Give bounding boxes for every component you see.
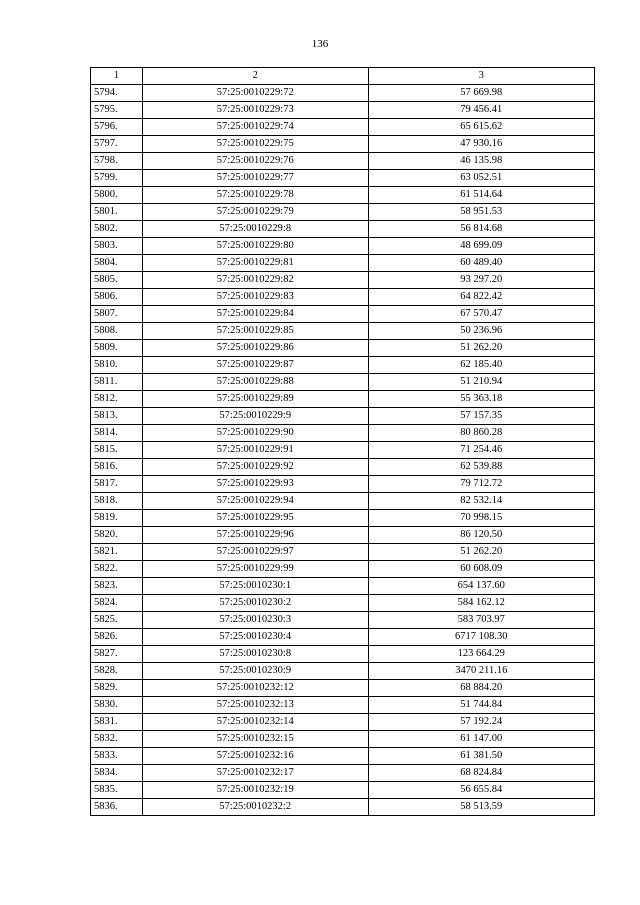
table-row — [91, 544, 595, 561]
column-header-2: 2 — [142, 68, 368, 85]
table-row — [91, 646, 595, 663]
cadastral-value-cell: 3470 211.16 — [368, 663, 594, 680]
row-number-cell: 5818. — [91, 493, 143, 510]
table-row — [91, 476, 595, 493]
cadastral-number-cell: 57:25:0010229:77 — [142, 170, 368, 187]
row-number-cell: 5812. — [91, 391, 143, 408]
table-row — [91, 527, 595, 544]
table-row — [91, 782, 595, 799]
table-row — [91, 612, 595, 629]
row-number-cell: 5808. — [91, 323, 143, 340]
cadastral-number-cell: 57:25:0010230:8 — [142, 646, 368, 663]
cadastral-value-cell: 51 262.20 — [368, 340, 594, 357]
cadastral-value-cell: 63 052.51 — [368, 170, 594, 187]
cadastral-number-cell: 57:25:0010229:73 — [142, 102, 368, 119]
column-header-1: 1 — [91, 68, 143, 85]
table-body — [91, 85, 595, 816]
cadastral-value-cell: 79 456.41 — [368, 102, 594, 119]
table-row — [91, 697, 595, 714]
cadastral-value-cell: 82 532.14 — [368, 493, 594, 510]
row-number-cell: 5835. — [91, 782, 143, 799]
cadastral-value-cell: 57 192.24 — [368, 714, 594, 731]
row-number-cell: 5795. — [91, 102, 143, 119]
table-row — [91, 204, 595, 221]
table-row — [91, 578, 595, 595]
cadastral-number-cell: 57:25:0010229:82 — [142, 272, 368, 289]
cadastral-value-cell: 71 254.46 — [368, 442, 594, 459]
cadastral-number-cell: 57:25:0010229:96 — [142, 527, 368, 544]
cadastral-value-cell: 70 998.15 — [368, 510, 594, 527]
table-row — [91, 102, 595, 119]
cadastral-value-cell: 64 822.42 — [368, 289, 594, 306]
table-row — [91, 442, 595, 459]
cadastral-number-cell: 57:25:0010232:13 — [142, 697, 368, 714]
cadastral-value-cell: 60 489.40 — [368, 255, 594, 272]
cadastral-number-cell: 57:25:0010229:91 — [142, 442, 368, 459]
row-number-cell: 5820. — [91, 527, 143, 544]
row-number-cell: 5823. — [91, 578, 143, 595]
table-row — [91, 136, 595, 153]
row-number-cell: 5828. — [91, 663, 143, 680]
row-number-cell: 5796. — [91, 119, 143, 136]
row-number-cell: 5814. — [91, 425, 143, 442]
table-row — [91, 187, 595, 204]
cadastral-value-cell: 56 814.68 — [368, 221, 594, 238]
row-number-cell: 5809. — [91, 340, 143, 357]
table-row — [91, 289, 595, 306]
table-row — [91, 374, 595, 391]
cadastral-number-cell: 57:25:0010229:75 — [142, 136, 368, 153]
cadastral-number-cell: 57:25:0010229:72 — [142, 85, 368, 102]
cadastral-number-cell: 57:25:0010229:87 — [142, 357, 368, 374]
cadastral-number-cell: 57:25:0010229:95 — [142, 510, 368, 527]
cadastral-value-cell: 46 135.98 — [368, 153, 594, 170]
row-number-cell: 5831. — [91, 714, 143, 731]
table-row — [91, 765, 595, 782]
table-row — [91, 748, 595, 765]
cadastral-value-cell: 61 514.64 — [368, 187, 594, 204]
cadastral-number-cell: 57:25:0010229:86 — [142, 340, 368, 357]
row-number-cell: 5832. — [91, 731, 143, 748]
row-number-cell: 5834. — [91, 765, 143, 782]
cadastral-value-cell: 62 185.40 — [368, 357, 594, 374]
row-number-cell: 5836. — [91, 799, 143, 816]
row-number-cell: 5833. — [91, 748, 143, 765]
table-row — [91, 561, 595, 578]
table-row — [91, 306, 595, 323]
row-number-cell: 5813. — [91, 408, 143, 425]
table-row — [91, 680, 595, 697]
table-row — [91, 119, 595, 136]
cadastral-number-cell: 57:25:0010229:90 — [142, 425, 368, 442]
cadastral-value-cell: 57 157.35 — [368, 408, 594, 425]
cadastral-value-cell: 55 363.18 — [368, 391, 594, 408]
row-number-cell: 5811. — [91, 374, 143, 391]
cadastral-value-cell: 67 570.47 — [368, 306, 594, 323]
row-number-cell: 5807. — [91, 306, 143, 323]
table-row — [91, 459, 595, 476]
table-row — [91, 272, 595, 289]
cadastral-value-cell: 654 137.60 — [368, 578, 594, 595]
cadastral-number-cell: 57:25:0010230:3 — [142, 612, 368, 629]
row-number-cell: 5794. — [91, 85, 143, 102]
table-row — [91, 731, 595, 748]
cadastral-value-cell: 56 655.84 — [368, 782, 594, 799]
table-row — [91, 663, 595, 680]
row-number-cell: 5810. — [91, 357, 143, 374]
table-row — [91, 391, 595, 408]
cadastral-value-cell: 51 744.84 — [368, 697, 594, 714]
row-number-cell: 5825. — [91, 612, 143, 629]
row-number-cell: 5829. — [91, 680, 143, 697]
row-number-cell: 5800. — [91, 187, 143, 204]
cadastral-value-cell: 65 615.62 — [368, 119, 594, 136]
cadastral-number-cell: 57:25:0010229:94 — [142, 493, 368, 510]
cadastral-number-cell: 57:25:0010229:80 — [142, 238, 368, 255]
table-row — [91, 595, 595, 612]
row-number-cell: 5801. — [91, 204, 143, 221]
cadastral-value-cell: 68 884.20 — [368, 680, 594, 697]
cadastral-number-cell: 57:25:0010229:85 — [142, 323, 368, 340]
cadastral-value-cell: 58 513.59 — [368, 799, 594, 816]
cadastral-number-cell: 57:25:0010229:8 — [142, 221, 368, 238]
cadastral-number-cell: 57:25:0010229:83 — [142, 289, 368, 306]
cadastral-number-cell: 57:25:0010229:74 — [142, 119, 368, 136]
cadastral-number-cell: 57:25:0010232:16 — [142, 748, 368, 765]
row-number-cell: 5822. — [91, 561, 143, 578]
cadastral-number-cell: 57:25:0010229:79 — [142, 204, 368, 221]
cadastral-value-cell: 58 951.53 — [368, 204, 594, 221]
cadastral-value-cell: 6717 108.30 — [368, 629, 594, 646]
cadastral-value-cell: 47 930.16 — [368, 136, 594, 153]
cadastral-number-cell: 57:25:0010232:2 — [142, 799, 368, 816]
cadastral-value-cell: 51 262.20 — [368, 544, 594, 561]
cadastral-value-cell: 583 703.97 — [368, 612, 594, 629]
row-number-cell: 5799. — [91, 170, 143, 187]
cadastral-value-cell: 51 210.94 — [368, 374, 594, 391]
cadastral-value-cell: 80 860.28 — [368, 425, 594, 442]
table-row — [91, 357, 595, 374]
table-row — [91, 85, 595, 102]
row-number-cell: 5798. — [91, 153, 143, 170]
cadastral-number-cell: 57:25:0010229:89 — [142, 391, 368, 408]
cadastral-number-cell: 57:25:0010230:4 — [142, 629, 368, 646]
cadastral-value-cell: 61 147.00 — [368, 731, 594, 748]
cadastral-value-cell: 61 381.50 — [368, 748, 594, 765]
table-row — [91, 408, 595, 425]
cadastral-number-cell: 57:25:0010230:2 — [142, 595, 368, 612]
cadastral-number-cell: 57:25:0010232:17 — [142, 765, 368, 782]
cadastral-value-table — [90, 67, 595, 816]
cadastral-value-cell: 86 120.50 — [368, 527, 594, 544]
table-row — [91, 323, 595, 340]
table-header-row — [91, 68, 595, 85]
table-row — [91, 629, 595, 646]
row-number-cell: 5819. — [91, 510, 143, 527]
table-row — [91, 255, 595, 272]
row-number-cell: 5797. — [91, 136, 143, 153]
cadastral-value-cell: 584 162.12 — [368, 595, 594, 612]
cadastral-value-cell: 60 608.09 — [368, 561, 594, 578]
row-number-cell: 5815. — [91, 442, 143, 459]
row-number-cell: 5827. — [91, 646, 143, 663]
table-row — [91, 340, 595, 357]
cadastral-number-cell: 57:25:0010229:88 — [142, 374, 368, 391]
table-row — [91, 238, 595, 255]
cadastral-number-cell: 57:25:0010229:9 — [142, 408, 368, 425]
cadastral-number-cell: 57:25:0010229:81 — [142, 255, 368, 272]
row-number-cell: 5830. — [91, 697, 143, 714]
row-number-cell: 5802. — [91, 221, 143, 238]
cadastral-value-cell: 48 699.09 — [368, 238, 594, 255]
row-number-cell: 5805. — [91, 272, 143, 289]
cadastral-number-cell: 57:25:0010230:1 — [142, 578, 368, 595]
table-row — [91, 493, 595, 510]
cadastral-value-cell: 79 712.72 — [368, 476, 594, 493]
table-row — [91, 170, 595, 187]
table-row — [91, 153, 595, 170]
table-row — [91, 425, 595, 442]
cadastral-number-cell: 57:25:0010230:9 — [142, 663, 368, 680]
row-number-cell: 5804. — [91, 255, 143, 272]
row-number-cell: 5824. — [91, 595, 143, 612]
row-number-cell: 5816. — [91, 459, 143, 476]
cadastral-number-cell: 57:25:0010232:19 — [142, 782, 368, 799]
cadastral-value-cell: 68 824.84 — [368, 765, 594, 782]
cadastral-number-cell: 57:25:0010229:78 — [142, 187, 368, 204]
cadastral-value-cell: 57 669.98 — [368, 85, 594, 102]
cadastral-number-cell: 57:25:0010232:14 — [142, 714, 368, 731]
cadastral-number-cell: 57:25:0010229:92 — [142, 459, 368, 476]
cadastral-value-cell: 123 664.29 — [368, 646, 594, 663]
column-header-3: 3 — [368, 68, 594, 85]
cadastral-number-cell: 57:25:0010229:99 — [142, 561, 368, 578]
cadastral-number-cell: 57:25:0010229:97 — [142, 544, 368, 561]
table-row — [91, 799, 595, 816]
row-number-cell: 5817. — [91, 476, 143, 493]
row-number-cell: 5826. — [91, 629, 143, 646]
table-row — [91, 221, 595, 238]
page-number: 136 — [311, 38, 329, 50]
cadastral-value-cell: 62 539.88 — [368, 459, 594, 476]
table-row — [91, 714, 595, 731]
row-number-cell: 5806. — [91, 289, 143, 306]
table-row — [91, 510, 595, 527]
cadastral-number-cell: 57:25:0010229:84 — [142, 306, 368, 323]
cadastral-value-cell: 50 236.96 — [368, 323, 594, 340]
cadastral-value-cell: 93 297.20 — [368, 272, 594, 289]
cadastral-number-cell: 57:25:0010229:93 — [142, 476, 368, 493]
row-number-cell: 5803. — [91, 238, 143, 255]
cadastral-number-cell: 57:25:0010232:12 — [142, 680, 368, 697]
cadastral-number-cell: 57:25:0010229:76 — [142, 153, 368, 170]
cadastral-number-cell: 57:25:0010232:15 — [142, 731, 368, 748]
row-number-cell: 5821. — [91, 544, 143, 561]
